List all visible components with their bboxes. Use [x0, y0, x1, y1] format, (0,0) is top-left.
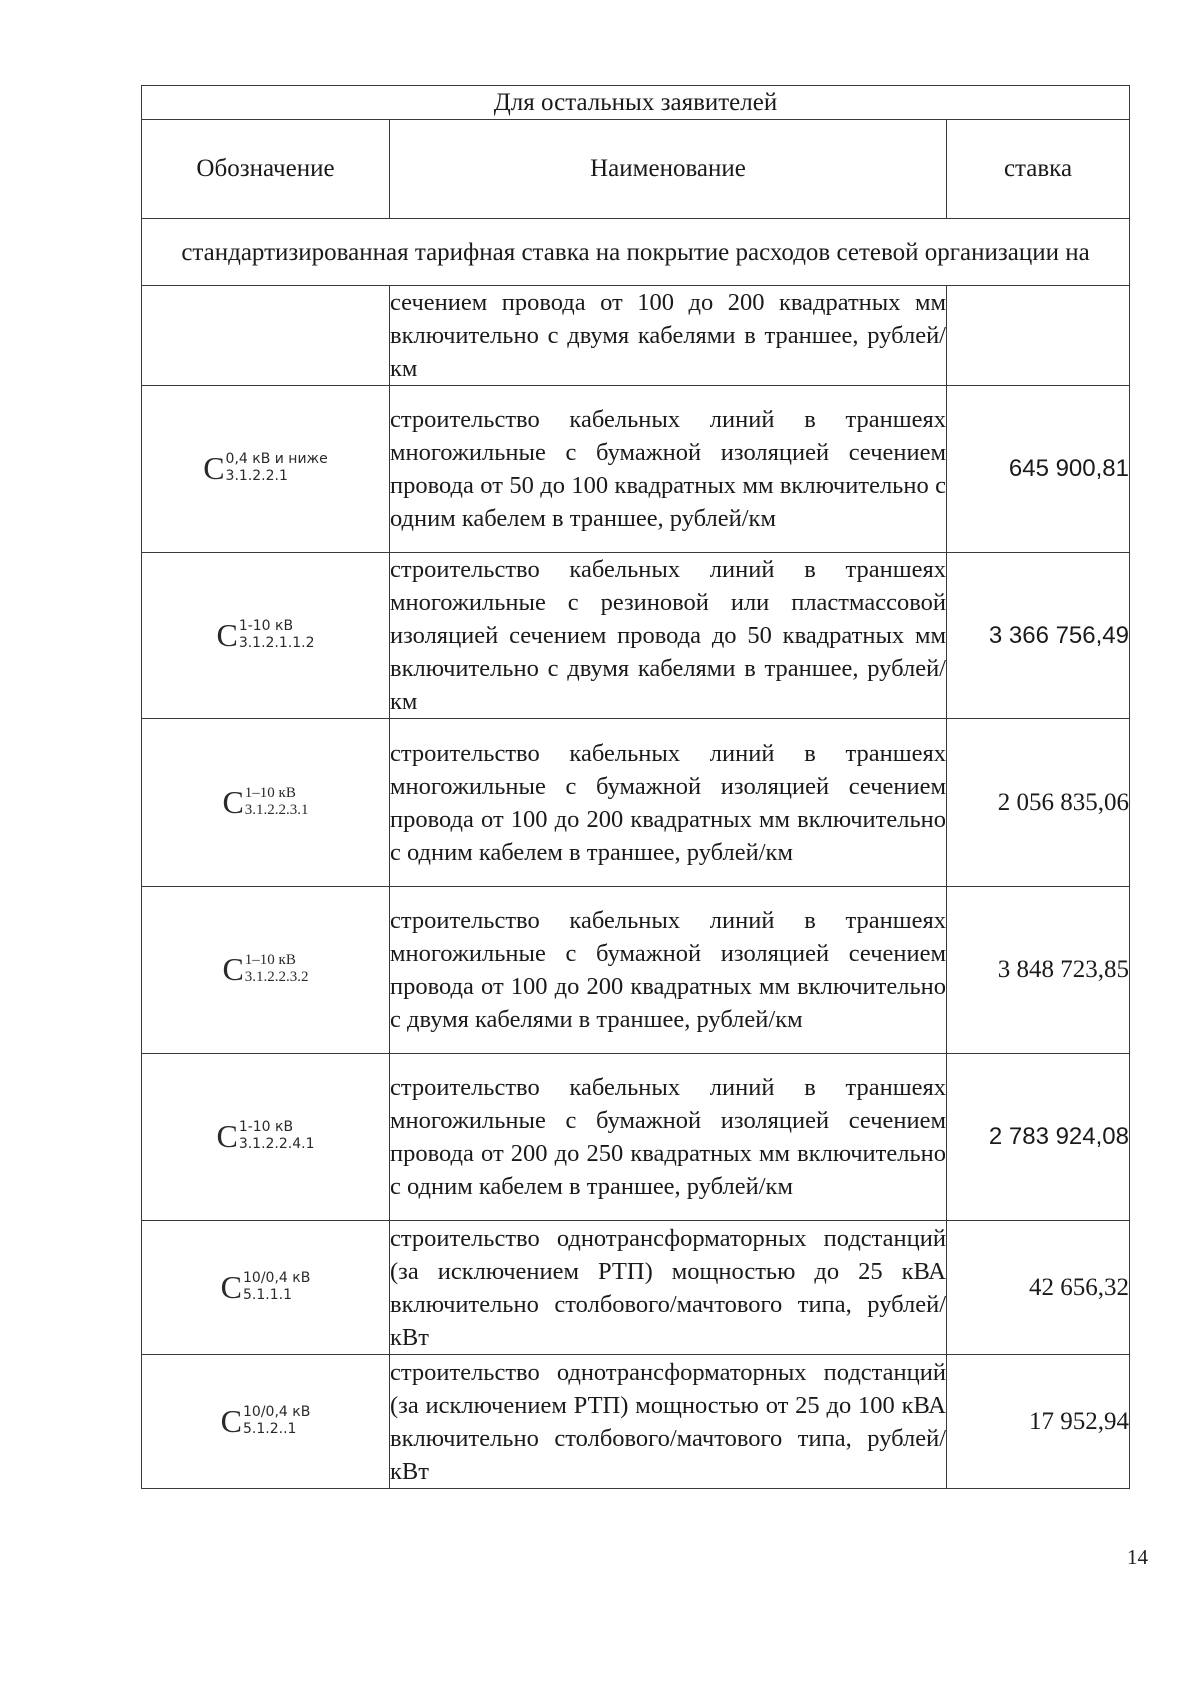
- code-index: [245, 952, 309, 986]
- designation-cell: [142, 386, 390, 553]
- table-row: [142, 1355, 1130, 1489]
- designation-code: [222, 952, 308, 986]
- code-subscript: 5.1.2..1: [243, 1420, 297, 1437]
- code-superscript: 10/0,4 кВ: [243, 1403, 311, 1420]
- designation-code: [221, 1270, 311, 1304]
- table-row: [142, 1221, 1130, 1355]
- code-index: [226, 451, 328, 485]
- code-index: [239, 1119, 315, 1153]
- tariff-table: [141, 85, 1130, 1489]
- code-subscript: 3.1.2.2.3.2: [244, 969, 309, 985]
- description-cell: строительство кабельных линий в траншеях многожильные с бумажной изоляцией сечением провода от 200 до 250 квадратных мм включительно с одним кабелем в траншее, рублей/км: [390, 1054, 947, 1221]
- designation-code: [216, 618, 314, 652]
- table-row: [142, 286, 1130, 386]
- code-letter: C: [216, 1118, 238, 1154]
- description-cell: строительство кабельных линий в траншеях многожильные с бумажной изоляцией сечением провода от 100 до 200 квадратных мм включительно с одним кабелем в траншее, рублей/км: [390, 719, 947, 887]
- table-row: [142, 719, 1130, 887]
- rate-value: [947, 286, 1130, 386]
- code-letter: C: [222, 951, 244, 987]
- code-subscript: 3.1.2.2.1: [225, 468, 288, 484]
- table-row: [142, 887, 1130, 1054]
- code-superscript: 1-10 кВ: [238, 1119, 294, 1135]
- code-letter: C: [203, 450, 225, 486]
- description-cell: строительство кабельных линий в траншеях многожильные с бумажной изоляцией сечением провода от 100 до 200 квадратных мм включительно с двумя кабелями в траншее, рублей/км: [390, 887, 947, 1054]
- designation-cell: [142, 553, 390, 719]
- table-title-row: [142, 86, 1130, 120]
- designation-cell: [142, 1221, 390, 1355]
- rate-value: 2 783 924,08: [947, 1054, 1130, 1221]
- section-row: [142, 219, 1130, 286]
- code-subscript: 5.1.1.1: [243, 1286, 292, 1303]
- table-title: Для остальных заявителей: [142, 86, 1130, 120]
- description-cell: строительство однотрансформаторных подстанций (за исключением РТП) мощностью от 25 до 100 кВА включительно столбового/мачтового типа, рублей/кВт: [390, 1355, 947, 1489]
- section-title: стандартизированная тарифная ставка на покрытие расходов сетевой организации на: [142, 219, 1130, 286]
- designation-cell: [142, 1054, 390, 1221]
- header-name: Наименование: [390, 120, 947, 219]
- table-row: [142, 386, 1130, 553]
- rate-value: 3 366 756,49: [947, 553, 1130, 719]
- header-rate: ставка: [947, 120, 1130, 219]
- table-row: [142, 1054, 1130, 1221]
- code-subscript: 3.1.2.2.4.1: [238, 1136, 315, 1152]
- description-cell: сечением провода от 100 до 200 квадратных мм включительно с двумя кабелями в траншее, рублей/км: [390, 286, 947, 386]
- code-superscript: 1–10 кВ: [244, 784, 296, 801]
- page-number: 14: [1127, 1545, 1148, 1569]
- code-subscript: 3.1.2.1.1.2: [238, 634, 315, 651]
- code-index: [243, 1404, 310, 1438]
- code-superscript: 10/0,4 кВ: [243, 1269, 311, 1286]
- code-superscript: 1–10 кВ: [244, 952, 296, 968]
- rate-value: 645 900,81: [947, 386, 1130, 553]
- code-subscript: 3.1.2.2.3.1: [244, 801, 309, 818]
- designation-cell: [142, 1355, 390, 1489]
- designation-cell: [142, 887, 390, 1054]
- rate-value: 2 056 835,06: [947, 719, 1130, 887]
- rate-value: 42 656,32: [947, 1221, 1130, 1355]
- code-index: [245, 785, 309, 819]
- designation-code: [222, 785, 308, 819]
- description-cell: строительство кабельных линий в траншеях многожильные с бумажной изоляцией сечением провода от 50 до 100 квадратных мм включительно с одним кабелем в траншее, рублей/км: [390, 386, 947, 553]
- designation-code: [221, 1404, 311, 1438]
- designation-code: [203, 451, 328, 485]
- code-letter: C: [222, 783, 244, 820]
- header-designation: Обозначение: [142, 120, 390, 219]
- table-header-row: [142, 120, 1130, 219]
- code-superscript: 0,4 кВ и ниже: [225, 451, 328, 467]
- rate-value: 3 848 723,85: [947, 887, 1130, 1054]
- description-cell: строительство однотрансформаторных подстанций (за исключением РТП) мощностью до 25 кВА включительно столбового/мачтового типа, рублей/кВт: [390, 1221, 947, 1355]
- code-letter: C: [220, 1402, 243, 1439]
- code-letter: C: [216, 616, 238, 653]
- code-letter: C: [220, 1268, 243, 1305]
- code-index: [243, 1270, 310, 1304]
- designation-cell: [142, 719, 390, 887]
- rate-value: 17 952,94: [947, 1355, 1130, 1489]
- code-index: [239, 618, 315, 652]
- designation-code: [216, 1119, 314, 1153]
- description-cell: строительство кабельных линий в траншеях многожильные с резиновой или пластмассовой изоляцией сечением провода до 50 квадратных мм включительно с двумя кабелями в траншее, рублей/км: [390, 553, 947, 719]
- code-superscript: 1-10 кВ: [238, 617, 294, 634]
- table-row: [142, 553, 1130, 719]
- designation-cell: [142, 286, 390, 386]
